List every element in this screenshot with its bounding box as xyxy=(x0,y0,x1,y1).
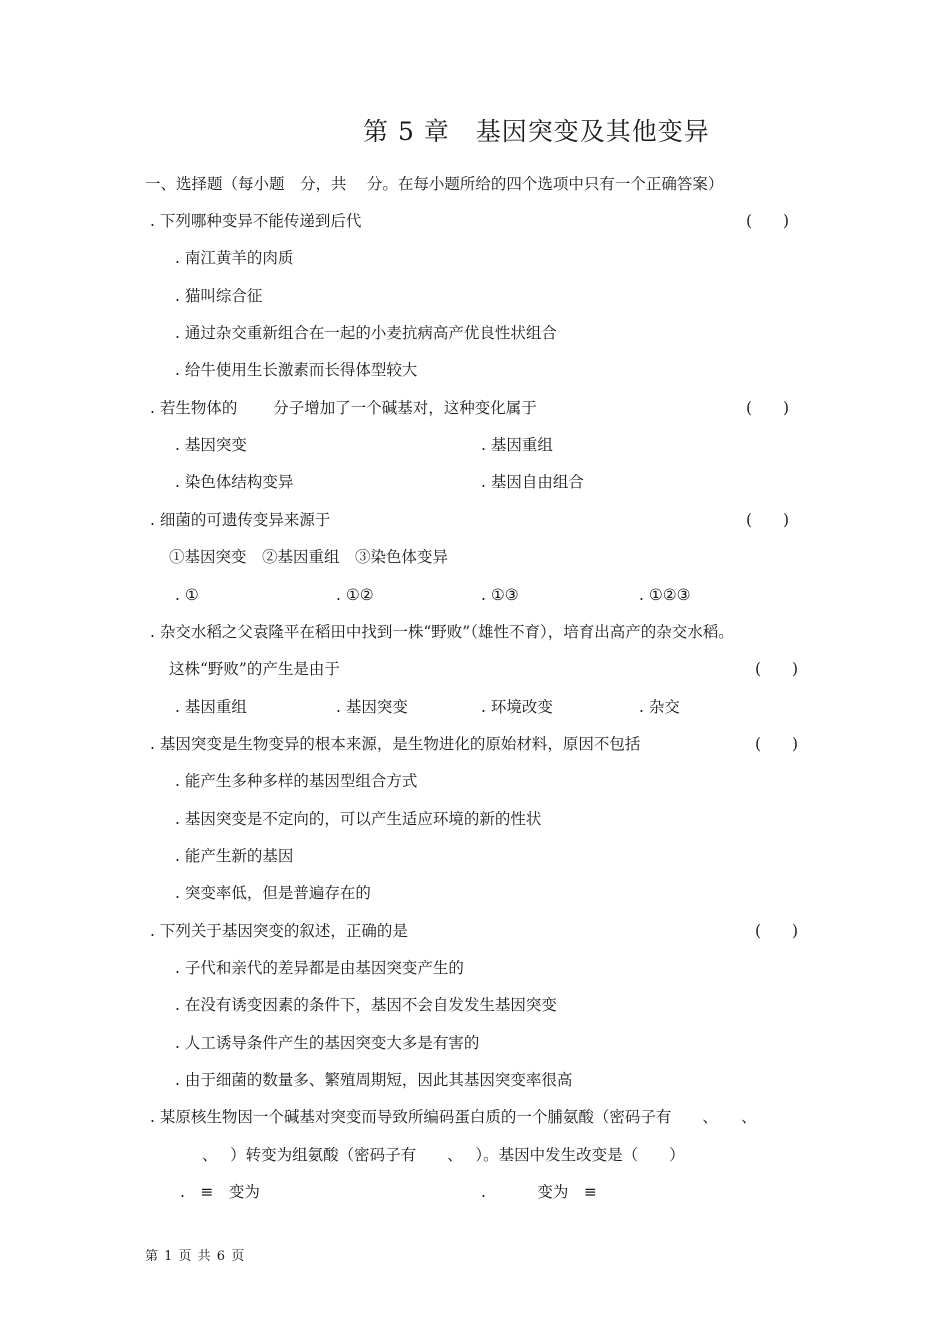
question-3-option-d: . ①②③ xyxy=(639,586,691,604)
question-2-option-b: . 基因重组 xyxy=(481,436,553,454)
question-5-option-c: . 能产生新的基因 xyxy=(175,847,294,865)
question-1-option-a: . 南江黄羊的肉质 xyxy=(175,249,294,267)
question-6-option-d: . 由于细菌的数量多、繁殖周期短，因此其基因突变率很高 xyxy=(175,1071,573,1089)
question-5-option-b: . 基因突变是不定向的，可以产生适应环境的新的性状 xyxy=(175,810,542,828)
question-6-option-a: . 子代和亲代的差异都是由基因突变产生的 xyxy=(175,959,464,977)
question-2-stem: . 若生物体的 分子增加了一个碱基对，这种变化属于 xyxy=(150,399,537,417)
question-7-option-a: . ≡ 变为 xyxy=(180,1183,260,1201)
question-6-stem: . 下列关于基因突变的叙述，正确的是 xyxy=(150,922,408,940)
question-7-option-b: . 变为 ≡ xyxy=(481,1183,597,1201)
question-3-option-b: . ①② xyxy=(336,586,374,604)
question-4-stem: . 杂交水稻之父袁隆平在稻田中找到一株“野败”（雄性不育），培育出高产的杂交水稻。 xyxy=(150,623,734,641)
question-2-option-c: . 染色体结构变异 xyxy=(175,473,294,491)
question-6-option-b: . 在没有诱变因素的条件下，基因不会自发发生基因突变 xyxy=(175,996,557,1014)
question-1-option-d: . 给牛使用生长激素而长得体型较大 xyxy=(175,361,418,379)
question-4-bracket: ( ) xyxy=(755,660,799,678)
question-3-bracket: ( ) xyxy=(746,511,790,529)
question-1-stem: . 下列哪种变异不能传递到后代 xyxy=(150,212,362,230)
question-3-option-a: . ① xyxy=(175,586,199,604)
question-6-bracket: ( ) xyxy=(755,922,799,940)
question-7-stem-line2: 、 ）转变为组氨酸（密码子有 、 ）。基因中发生改变是（ ） xyxy=(202,1146,685,1164)
question-3-option-c: . ①③ xyxy=(481,586,519,604)
question-4-option-a: . 基因重组 xyxy=(175,698,247,716)
question-5-stem: . 基因突变是生物变异的根本来源，是生物进化的原始材料，原因不包括 xyxy=(150,735,641,753)
question-3-sources: ①基因突变 ②基因重组 ③染色体变异 xyxy=(169,548,449,566)
question-1-option-c: . 通过杂交重新组合在一起的小麦抗病高产优良性状组合 xyxy=(175,324,557,342)
page-footer: 第 1 页 共 6 页 xyxy=(145,1249,246,1264)
question-1-option-b: . 猫叫综合征 xyxy=(175,287,263,305)
question-2-option-d: . 基因自由组合 xyxy=(481,473,584,491)
question-6-option-c: . 人工诱导条件产生的基因突变大多是有害的 xyxy=(175,1034,480,1052)
question-3-stem: . 细菌的可遗传变异来源于 xyxy=(150,511,331,529)
question-5-option-d: . 突变率低，但是普遍存在的 xyxy=(175,884,371,902)
question-4-option-c: . 环境改变 xyxy=(481,698,553,716)
question-4-option-d: . 杂交 xyxy=(639,698,680,716)
page-title: 第 5 章 基因突变及其他变异 xyxy=(363,117,710,146)
question-4-option-b: . 基因突变 xyxy=(336,698,408,716)
question-4-stem-line2: 这株“野败”的产生是由于 xyxy=(169,660,340,678)
question-1-bracket: ( ) xyxy=(746,212,790,230)
section-header: 一、选择题（每小题 分，共 分。在每小题所给的四个选项中只有一个正确答案） xyxy=(145,175,724,193)
question-5-option-a: . 能产生多种多样的基因型组合方式 xyxy=(175,772,418,790)
question-5-bracket: ( ) xyxy=(755,735,799,753)
question-7-stem: . 某原核生物因一个碱基对突变而导致所编码蛋白质的一个脯氨酸（密码子有 、 、 xyxy=(150,1108,757,1126)
question-2-option-a: . 基因突变 xyxy=(175,436,247,454)
question-2-bracket: ( ) xyxy=(746,399,790,417)
